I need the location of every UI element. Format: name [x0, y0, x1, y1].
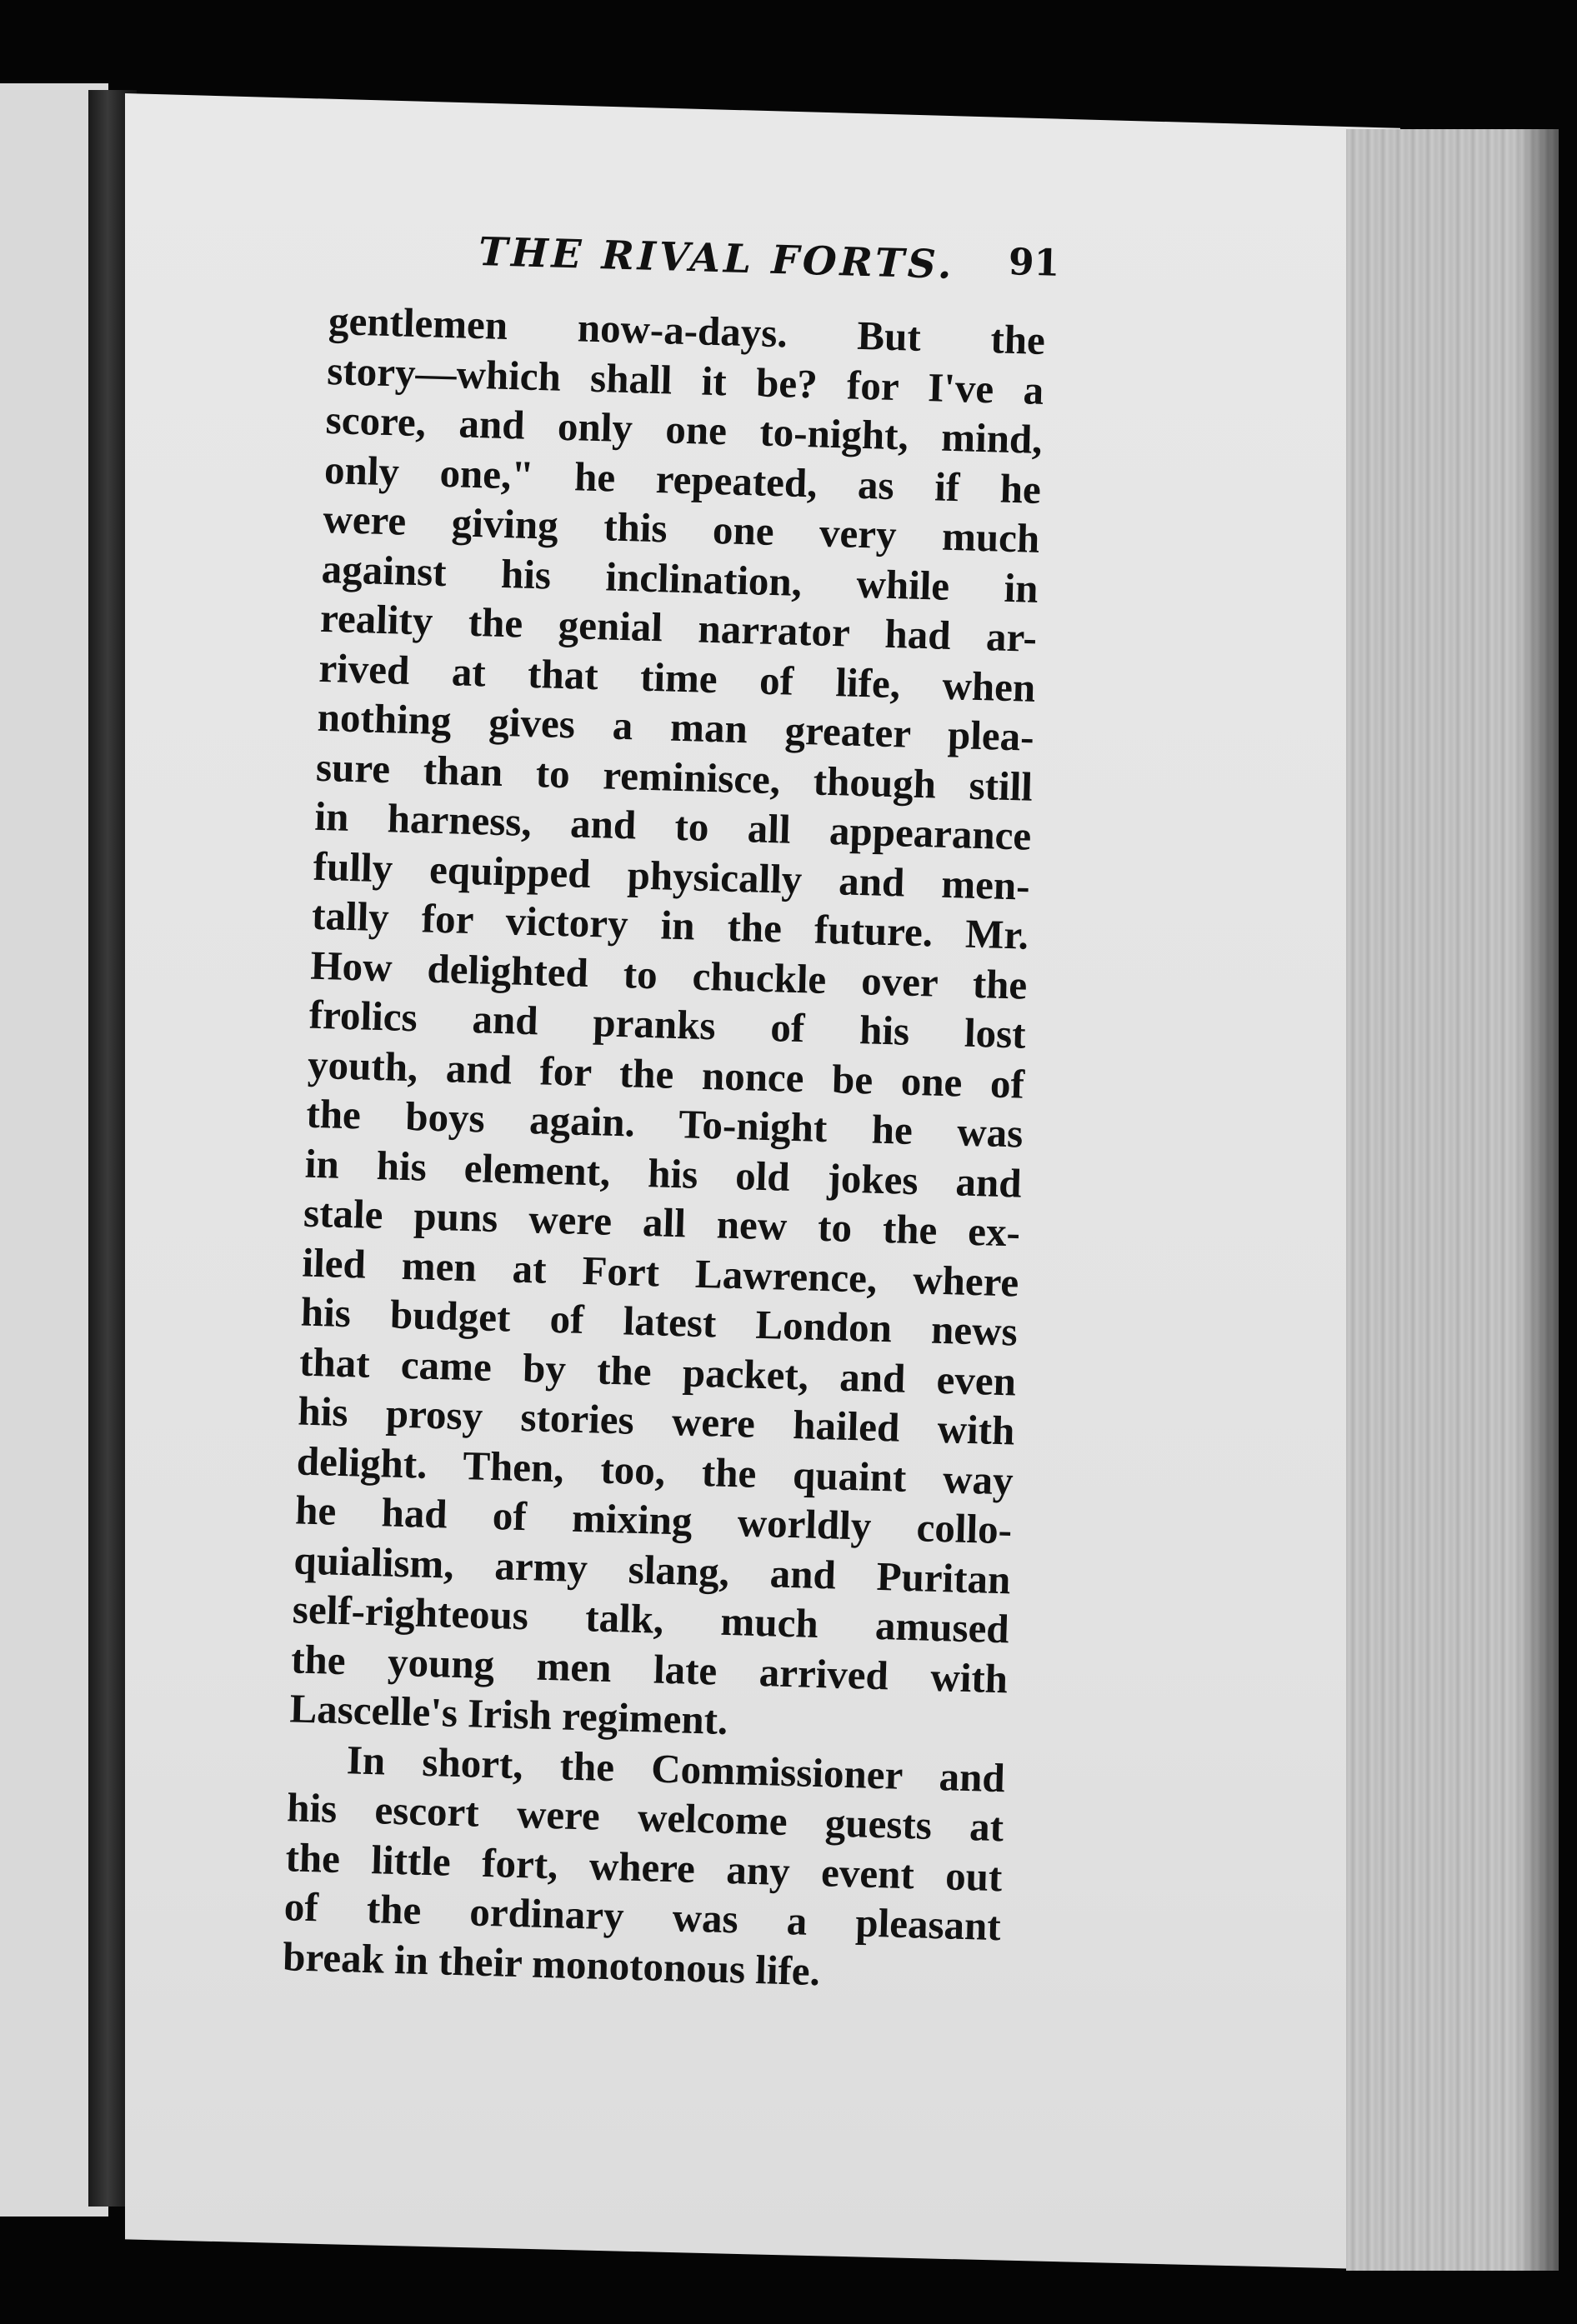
text-line: gentlemen now-a-days. But the — [328, 297, 1046, 363]
text-line: fully equipped physically and men- — [313, 842, 1031, 909]
text-line: Lascelle's Irish regiment. — [288, 1685, 729, 1744]
text-line: his escort were welcome guests at — [286, 1784, 1004, 1851]
text-line: were giving this one very much — [322, 495, 1040, 562]
text-line: How delighted to chuckle over the — [309, 942, 1029, 1008]
text-line: self-righteous talk, much amused — [292, 1586, 1010, 1652]
text-line: only one," he repeated, as if he — [323, 446, 1042, 512]
text-line: nothing gives a man greater plea- — [317, 693, 1035, 760]
text-line: the young men late arrived with — [290, 1635, 1009, 1702]
text-line: quialism, army slang, and Puritan — [293, 1536, 1012, 1602]
text-line: score, and only one to-night, mind, — [325, 396, 1044, 462]
text-line: delight. Then, too, the quaint way — [296, 1437, 1014, 1503]
text-line: his budget of latest London news — [300, 1288, 1019, 1355]
text-line: story—which shall it be? for I've a — [326, 347, 1044, 413]
text-line: iled men at Fort Lawrence, where — [301, 1239, 1020, 1306]
text-line: of the ordinary was a pleasant — [283, 1883, 1002, 1950]
text-line: stale puns were all new to the ex- — [303, 1189, 1021, 1256]
text-line: in harness, and to all appearance — [313, 792, 1032, 859]
paragraph-1 — [289, 296, 1046, 1753]
text-line: the boys again. To-night he was — [305, 1090, 1024, 1157]
text-line: frolics and pranks of his lost — [308, 991, 1027, 1057]
running-title: THE RIVAL FORTS. — [478, 229, 956, 288]
text-line: that came by the packet, and even — [298, 1338, 1017, 1405]
paragraph-2 — [283, 1733, 1006, 2001]
body-text — [283, 296, 1046, 2001]
text-line: reality the genial narrator had ar- — [319, 594, 1038, 661]
text-line: in his element, his old jokes and — [304, 1140, 1023, 1207]
text-line: In short, the Commissioner and — [346, 1736, 1006, 1801]
text-line: break in their monotonous life. — [282, 1932, 821, 1994]
page-number: 91 — [1008, 241, 1060, 285]
page-edge-shadow — [1517, 129, 1559, 2271]
text-line: tally for victory in the future. Mr. — [311, 892, 1029, 958]
text-line: rived at that time of life, when — [318, 644, 1036, 711]
text-line: the little fort, where any event out — [284, 1833, 1004, 1900]
text-line: sure than to reminisce, though still — [315, 743, 1034, 810]
text-line: against his inclination, while in — [321, 545, 1039, 612]
text-line: youth, and for the nonce be one of — [307, 1041, 1025, 1107]
text-line: he had of mixing worldly collo- — [294, 1487, 1013, 1553]
text-line: his prosy stories were hailed with — [297, 1387, 1016, 1454]
